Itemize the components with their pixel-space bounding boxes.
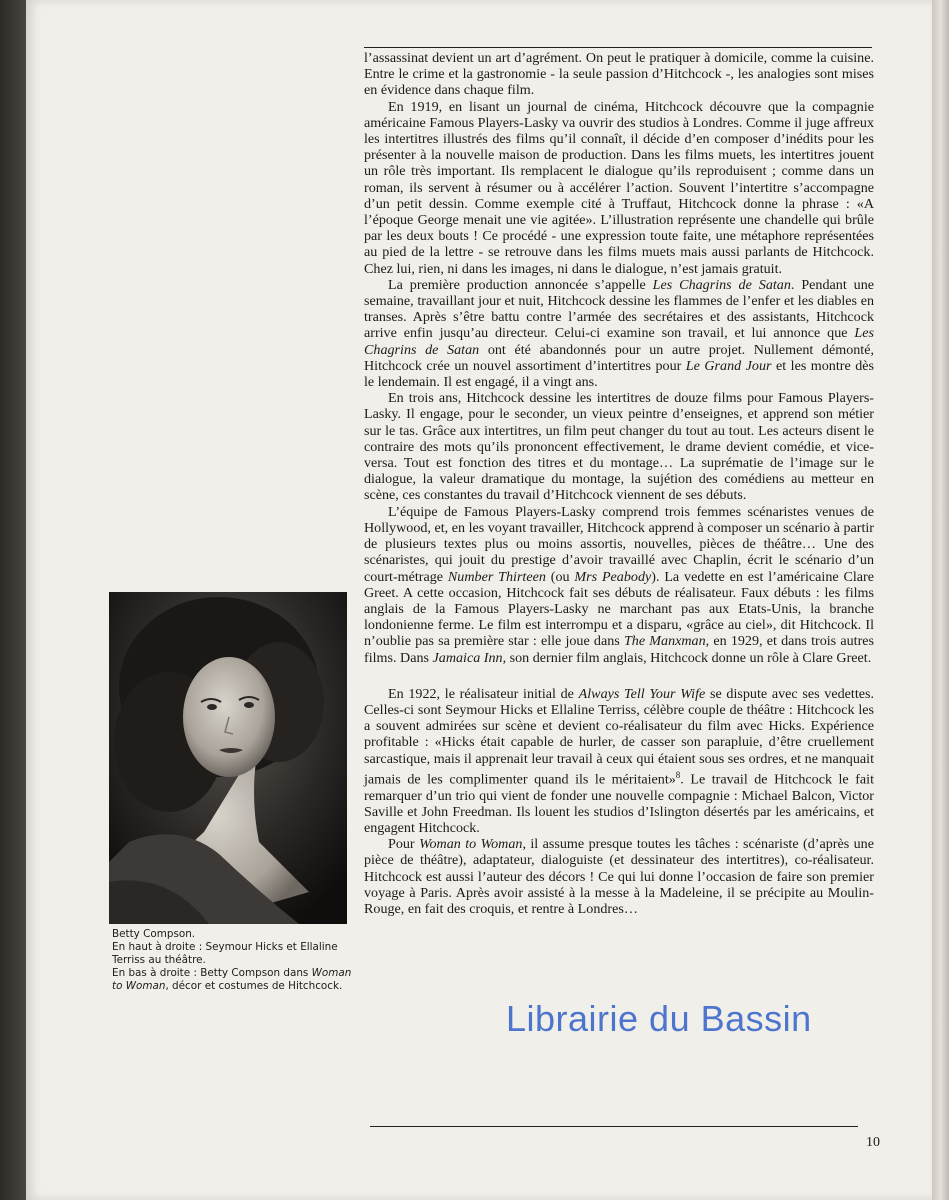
paragraph-5: L’équipe de Famous Players-Lasky comprend trois femmes scénaristes venues de Hollywood, et, en les voyant travailler, Hitchcock apprend à composer un scénario à partir de plusieurs textes plus ou moins assortis, nouvelles, pièces de théâtre… Une des scénaristes, qui jouit du prestige d’avoir travaillé avec Chaplin, écrit le scénario d’un court-métrage Number Thirteen (ou Mrs Peabody). La vedette en est l’américaine Clare Greet. A cette occasion, Hitchcock fait ses débuts de réalisateur. Faux débuts : les films anglais de la Famous Players-Lasky ne marchant pas aux Etats-Unis, la branche londonienne ferme. Le film est interrompu et a disparu, «grâce au ciel», dit Hitchcock. Il n’oublie pas sa première star : elle joue dans The Manxman, en 1929, et dans trois autres films. Dans Jamaica Inn, son dernier film anglais, Hitchcock donne un rôle à Clare Greet. xyxy=(364,503,874,666)
page-number: 10 xyxy=(866,1135,880,1150)
paragraph-7: Pour Woman to Woman, il assume presque toutes les tâches : scénariste (d’après une pièce de théâtre), adaptateur, dialoguiste (et dessinateur des intertitres), co-réalisateur. Hitchcock est aussi l’auteur des décors ! Ce qui lui donne l’occasion de faire son premier voyage à Paris. Après avoir assisté à la messe à la Madeleine, il se précipite au Moulin-Rouge, en fait des croquis, et rentre à Londres… xyxy=(364,836,874,918)
film-title: Number Thirteen xyxy=(447,568,546,585)
footnote-ref: 8 xyxy=(675,769,681,780)
film-title: The Manxman xyxy=(623,633,706,650)
bottom-rule xyxy=(370,1126,858,1127)
film-title: Woman to Woman xyxy=(419,836,523,853)
article-text-column xyxy=(364,50,874,917)
film-title: Le Grand Jour xyxy=(685,357,772,374)
film-title: Mrs Peabody xyxy=(574,568,652,585)
page-stack-edge xyxy=(932,0,949,1200)
film-title: Les Chagrins de Satan xyxy=(364,325,874,358)
binding-shadow xyxy=(0,0,26,1200)
watermark-text: Librairie du Bassin xyxy=(506,998,812,1039)
portrait-illustration xyxy=(109,592,347,924)
film-title: Les Chagrins de Satan xyxy=(652,276,791,293)
top-rule xyxy=(364,47,872,48)
film-title: Always Tell Your Wife xyxy=(578,685,706,702)
film-title: Jamaica Inn xyxy=(432,649,503,666)
paragraph-6: En 1922, le réalisateur initial de Always Tell Your Wife se dispute avec ses vedettes. Celles-ci sont Seymour Hicks et Ellaline Terriss, célèbre couple de théâtre : Hitchcock les a souvent admirées sur scène et devient co-réalisateur du film avec Hicks. Expérience profitable : «Hicks était capable de hurler, de casser son parapluie, d’être cruellement sarcastique, mais il apprenait leur travail à ceux qui étaient sous ses ordres, et ne manquait jamais de les complimenter quand ils le méritaient»$^8$. Le travail de Hitchcock le fait remarquer d’un trio qui vient de fonder une nouvelle compagnie : Michael Balcon, Victor Saville et John Freedman. Ils louent les studios d’Islington désertés par les américains, et engagent Hitchcock. xyxy=(364,685,874,837)
caption-line: En bas à droite : Betty Compson dans Woman to Woman, décor et costumes de Hitchcock. xyxy=(112,967,352,992)
caption-line: Betty Compson. xyxy=(112,928,196,940)
paragraph-4: En trois ans, Hitchcock dessine les intertitres de douze films pour Famous Players-Lasky. Il engage, pour le seconder, un vieux peintre d’enseignes, et apprend son métier sur le tas. Grâce aux intertitres, un film peut changer du tout au tout. Les acteurs disent le contraire des mots qu’ils prononcent effectivement, le drame devient comédie, et vice-versa. Tout est fonction des titres et du montage… La suprématie de l’image sur le dialogue, la valeur dramatique du montage, la sujétion des comédiens au metteur en scène, ces constantes du travail d’Hitchcock viennent de ses débuts. xyxy=(364,390,874,504)
paragraph-2: En 1919, en lisant un journal de cinéma, Hitchcock découvre que la compagnie américaine Famous Players-Lasky va ouvrir des studios à Londres. Comme il juge affreux les intertitres illustrés des films qu’il connaît, il décide d’en composer d’inédits pour les présenter à la nouvelle maison de production. Dans les films muets, les intertitres jouent un rôle très important. Ils remplacent le dialogue qu’ils reproduisent ; comme dans un roman, ils servent à résumer ou à accélérer l’action. Souvent l’intertitre s’accompagne d’un petit dessin. Comme exemple cité à Truffaut, Hitchcock donne la phrase : «A l’époque George menait une vie agitée». L’illustration représente une chandelle qui brûle par les deux bouts ! Ce procédé - une expression toute faite, une métaphore représentées au pied de la lettre - se retrouve dans les films muets mais aussi parlants de Hitchcock. Chez lui, rien, ni dans les images, ni dans le dialogue, n’est jamais gratuit. xyxy=(364,98,874,277)
caption-line: En haut à droite : Seymour Hicks et Ellaline Terriss au théâtre. xyxy=(112,941,338,966)
portrait-photo xyxy=(109,592,347,924)
photo-caption xyxy=(112,928,358,993)
paragraph-1: l’assassinat devient un art d’agrément. On peut le pratiquer à domicile, comme la cuisine. Entre le crime et la gastronomie - la seule passion d’Hitchcock -, les analogies sont mises en évidence dans chaque film. xyxy=(364,50,874,99)
paragraph-3: La première production annoncée s’appelle Les Chagrins de Satan. Pendant une semaine, travaillant jour et nuit, Hitchcock dessine les flammes de l’enfer et les diables en transes. Après s’être battu contre l’armée des secrétaires et des assistants, Hitchcock arrive enfin jusqu’au directeur. Celui-ci examine son travail, et lui annonce que Les Chagrins de Satan ont été abandonnés pour un autre projet. Nullement démonté, Hitchcock crée un nouvel assortiment d’intertitres pour Le Grand Jour et les montre dès le lendemain. Il est engagé, il a vingt ans. xyxy=(364,276,875,391)
